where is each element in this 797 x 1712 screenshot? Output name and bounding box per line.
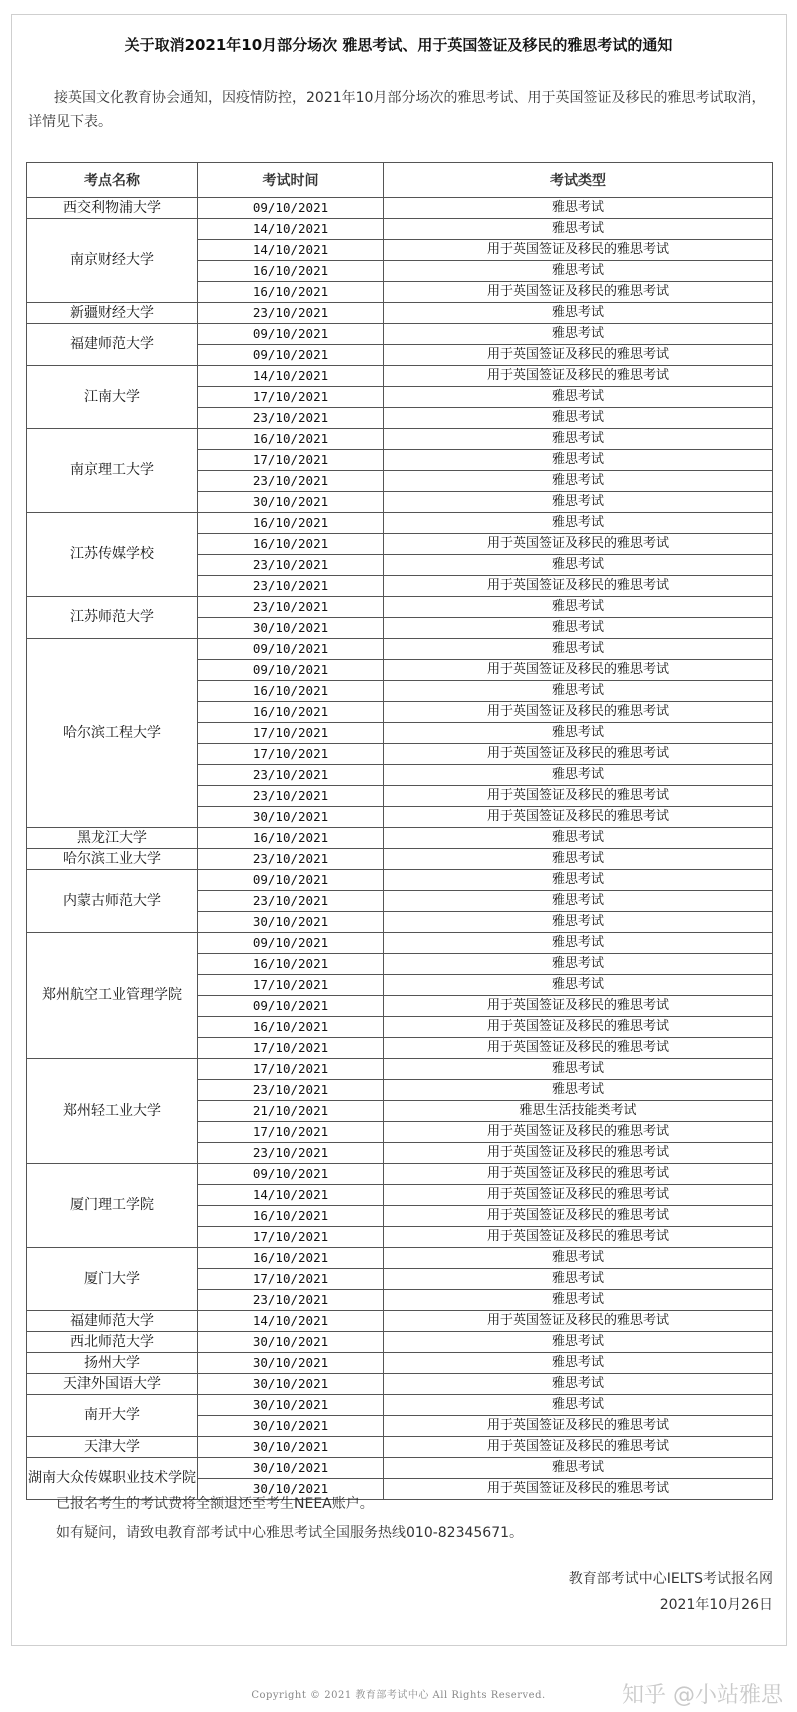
table-row [27,849,773,870]
exam-type-cell: 雅思考试 [384,723,773,744]
exam-date-cell: 30/10/2021 [198,1374,384,1395]
exam-date-cell: 16/10/2021 [198,429,384,450]
exam-date-cell: 14/10/2021 [198,366,384,387]
table-row [27,1059,773,1080]
venue-cell: 厦门大学 [27,1248,198,1311]
exam-date-cell: 09/10/2021 [198,933,384,954]
exam-date-cell: 17/10/2021 [198,975,384,996]
exam-type-cell: 雅思考试 [384,450,773,471]
exam-date-cell: 16/10/2021 [198,828,384,849]
exam-type-cell: 雅思考试 [384,1059,773,1080]
exam-date-cell: 09/10/2021 [198,870,384,891]
exam-type-cell: 用于英国签证及移民的雅思考试 [384,1122,773,1143]
table-row [27,219,773,240]
exam-type-cell: 雅思考试 [384,219,773,240]
table-row [27,1374,773,1395]
venue-cell: 南开大学 [27,1395,198,1437]
exam-type-cell: 雅思考试 [384,555,773,576]
venue-cell: 福建师范大学 [27,1311,198,1332]
exam-date-cell: 17/10/2021 [198,387,384,408]
exam-type-cell: 雅思考试 [384,1332,773,1353]
exam-type-cell: 雅思考试 [384,1080,773,1101]
exam-type-cell: 雅思考试 [384,681,773,702]
exam-type-cell: 用于英国签证及移民的雅思考试 [384,1164,773,1185]
exam-date-cell: 23/10/2021 [198,555,384,576]
venue-cell: 扬州大学 [27,1353,198,1374]
table-row [27,198,773,219]
exam-date-cell: 23/10/2021 [198,849,384,870]
venue-cell: 南京财经大学 [27,219,198,303]
exam-type-cell: 用于英国签证及移民的雅思考试 [384,366,773,387]
exam-date-cell: 23/10/2021 [198,891,384,912]
exam-date-cell: 17/10/2021 [198,1059,384,1080]
exam-type-cell: 雅思考试 [384,933,773,954]
exam-type-cell: 用于英国签证及移民的雅思考试 [384,660,773,681]
exam-date-cell: 16/10/2021 [198,702,384,723]
venue-cell: 天津大学 [27,1437,198,1458]
exam-date-cell: 23/10/2021 [198,576,384,597]
table-row [27,324,773,345]
table-row [27,513,773,534]
exam-date-cell: 30/10/2021 [198,807,384,828]
exam-date-cell: 23/10/2021 [198,1080,384,1101]
exam-type-cell: 用于英国签证及移民的雅思考试 [384,1311,773,1332]
venue-cell: 郑州轻工业大学 [27,1059,198,1164]
notice-intro: 接英国文化教育协会通知，因疫情防控，2021年10月部分场次的雅思考试、用于英国签证及移民的雅思考试取消，详情见下表。 [28,90,766,130]
exam-type-cell: 雅思考试 [384,471,773,492]
exam-date-cell: 23/10/2021 [198,1290,384,1311]
exam-type-cell: 雅思考试 [384,828,773,849]
notice-title: 关于取消2021年10月部分场次 雅思考试、用于英国签证及移民的雅思考试的通知 [124,36,673,54]
exam-date-cell: 16/10/2021 [198,534,384,555]
exam-type-cell: 雅思考试 [384,492,773,513]
exam-date-cell: 23/10/2021 [198,597,384,618]
exam-type-cell: 雅思考试 [384,429,773,450]
exam-type-cell: 雅思考试 [384,303,773,324]
exam-date-cell: 30/10/2021 [198,1395,384,1416]
table-row [27,366,773,387]
exam-date-cell: 30/10/2021 [198,492,384,513]
exam-type-cell: 雅思考试 [384,618,773,639]
exam-date-cell: 14/10/2021 [198,219,384,240]
table-row [27,933,773,954]
exam-type-cell: 用于英国签证及移民的雅思考试 [384,576,773,597]
exam-type-cell: 雅思考试 [384,324,773,345]
exam-type-cell: 用于英国签证及移民的雅思考试 [384,282,773,303]
venue-cell: 天津外国语大学 [27,1374,198,1395]
exam-date-cell: 17/10/2021 [198,744,384,765]
exam-type-cell: 用于英国签证及移民的雅思考试 [384,1185,773,1206]
exam-type-cell: 雅思考试 [384,597,773,618]
exam-date-cell: 23/10/2021 [198,786,384,807]
exam-type-cell: 用于英国签证及移民的雅思考试 [384,744,773,765]
exam-date-cell: 23/10/2021 [198,765,384,786]
table-row [27,1311,773,1332]
exam-type-cell: 用于英国签证及移民的雅思考试 [384,1437,773,1458]
exam-date-cell: 30/10/2021 [198,1332,384,1353]
exam-date-cell: 17/10/2021 [198,1038,384,1059]
venue-cell: 哈尔滨工程大学 [27,639,198,828]
venue-cell: 厦门理工学院 [27,1164,198,1248]
exam-type-cell: 雅思考试 [384,1458,773,1479]
exam-type-cell: 雅思考试 [384,198,773,219]
exam-date-cell: 16/10/2021 [198,513,384,534]
exam-type-cell: 用于英国签证及移民的雅思考试 [384,786,773,807]
table-row [27,1437,773,1458]
header-exam-date: 考试时间 [198,163,384,198]
exam-type-cell: 雅思考试 [384,387,773,408]
exam-date-cell: 17/10/2021 [198,1122,384,1143]
exam-date-cell: 30/10/2021 [198,1479,384,1500]
table-row [27,597,773,618]
exam-type-cell: 雅思考试 [384,261,773,282]
venue-cell: 哈尔滨工业大学 [27,849,198,870]
exam-date-cell: 23/10/2021 [198,408,384,429]
venue-cell: 西北师范大学 [27,1332,198,1353]
exam-date-cell: 23/10/2021 [198,1143,384,1164]
exam-type-cell: 用于英国签证及移民的雅思考试 [384,1143,773,1164]
exam-type-cell: 雅思考试 [384,513,773,534]
exam-type-cell: 用于英国签证及移民的雅思考试 [384,1479,773,1500]
exam-type-cell: 雅思考试 [384,849,773,870]
venue-cell: 新疆财经大学 [27,303,198,324]
exam-date-cell: 09/10/2021 [198,996,384,1017]
exam-type-cell: 用于英国签证及移民的雅思考试 [384,240,773,261]
exam-date-cell: 09/10/2021 [198,660,384,681]
table-body [27,198,773,1500]
exam-date-cell: 30/10/2021 [198,912,384,933]
exam-type-cell: 用于英国签证及移民的雅思考试 [384,1227,773,1248]
table-row [27,1353,773,1374]
exam-date-cell: 14/10/2021 [198,1311,384,1332]
exam-type-cell: 雅思考试 [384,975,773,996]
exam-type-cell: 雅思考试 [384,1353,773,1374]
signature-organization: 教育部考试中心IELTS考试报名网 [568,1571,773,1587]
exam-type-cell: 用于英国签证及移民的雅思考试 [384,1038,773,1059]
contact-note: 如有疑问，请致电教育部考试中心雅思考试全国服务热线010-82345671。 [56,1525,524,1541]
exam-date-cell: 16/10/2021 [198,261,384,282]
exam-type-cell: 用于英国签证及移民的雅思考试 [384,1017,773,1038]
exam-type-cell: 雅思考试 [384,1269,773,1290]
exam-date-cell: 16/10/2021 [198,954,384,975]
exam-date-cell: 09/10/2021 [198,1164,384,1185]
exam-date-cell: 14/10/2021 [198,1185,384,1206]
exam-date-cell: 17/10/2021 [198,1227,384,1248]
venue-cell: 南京理工大学 [27,429,198,513]
exam-date-cell: 09/10/2021 [198,198,384,219]
venue-cell: 江苏传媒学校 [27,513,198,597]
venue-cell: 江南大学 [27,366,198,429]
exam-date-cell: 30/10/2021 [198,1458,384,1479]
exam-type-cell: 雅思考试 [384,639,773,660]
exam-type-cell: 用于英国签证及移民的雅思考试 [384,1416,773,1437]
header-venue: 考点名称 [27,163,198,198]
venue-cell: 湖南大众传媒职业技术学院 [27,1458,198,1500]
exam-type-cell: 雅思考试 [384,954,773,975]
exam-type-cell: 雅思考试 [384,1290,773,1311]
venue-cell: 郑州航空工业管理学院 [27,933,198,1059]
table-header-row [27,163,773,198]
table-row [27,870,773,891]
exam-date-cell: 16/10/2021 [198,1248,384,1269]
table-row [27,1332,773,1353]
exam-date-cell: 16/10/2021 [198,681,384,702]
exam-type-cell: 雅思考试 [384,870,773,891]
exam-type-cell: 用于英国签证及移民的雅思考试 [384,1206,773,1227]
exam-date-cell: 17/10/2021 [198,450,384,471]
table-row [27,1164,773,1185]
exam-type-cell: 雅思考试 [384,1248,773,1269]
exam-date-cell: 14/10/2021 [198,240,384,261]
venue-cell: 黑龙江大学 [27,828,198,849]
exam-date-cell: 16/10/2021 [198,1017,384,1038]
exam-date-cell: 09/10/2021 [198,639,384,660]
table-row [27,639,773,660]
exam-date-cell: 21/10/2021 [198,1101,384,1122]
exam-type-cell: 雅思考试 [384,1374,773,1395]
table-row [27,303,773,324]
header-exam-type: 考试类型 [384,163,773,198]
copyright-footer: Copyright © 2021 教育部考试中心 All Rights Reserved. [251,1690,546,1701]
venue-cell: 内蒙古师范大学 [27,870,198,933]
signature-date: 2021年10月26日 [659,1597,773,1613]
refund-note: 已报名考生的考试费将全额退还至考生NEEA账户。 [56,1496,374,1512]
exam-type-cell: 用于英国签证及移民的雅思考试 [384,534,773,555]
exam-type-cell: 用于英国签证及移民的雅思考试 [384,996,773,1017]
exam-date-cell: 16/10/2021 [198,282,384,303]
exam-date-cell: 17/10/2021 [198,723,384,744]
exam-date-cell: 09/10/2021 [198,324,384,345]
venue-cell: 福建师范大学 [27,324,198,366]
table-row [27,1458,773,1479]
exam-type-cell: 用于英国签证及移民的雅思考试 [384,702,773,723]
venue-cell: 江苏师范大学 [27,597,198,639]
zhihu-watermark: 知乎 @小站雅思 [622,1683,783,1708]
venue-cell: 西交利物浦大学 [27,198,198,219]
exam-date-cell: 23/10/2021 [198,471,384,492]
exam-type-cell: 雅思考试 [384,912,773,933]
exam-date-cell: 30/10/2021 [198,1437,384,1458]
exam-date-cell: 30/10/2021 [198,1416,384,1437]
table-row [27,828,773,849]
cancellation-table [26,162,773,1500]
exam-type-cell: 雅思考试 [384,765,773,786]
table-row [27,1395,773,1416]
exam-type-cell: 雅思生活技能类考试 [384,1101,773,1122]
table-row [27,429,773,450]
exam-date-cell: 16/10/2021 [198,1206,384,1227]
exam-date-cell: 17/10/2021 [198,1269,384,1290]
exam-type-cell: 用于英国签证及移民的雅思考试 [384,345,773,366]
exam-type-cell: 雅思考试 [384,408,773,429]
exam-type-cell: 雅思考试 [384,1395,773,1416]
table-row [27,1248,773,1269]
exam-date-cell: 23/10/2021 [198,303,384,324]
exam-date-cell: 30/10/2021 [198,1353,384,1374]
exam-date-cell: 30/10/2021 [198,618,384,639]
exam-date-cell: 09/10/2021 [198,345,384,366]
exam-type-cell: 雅思考试 [384,891,773,912]
exam-type-cell: 用于英国签证及移民的雅思考试 [384,807,773,828]
